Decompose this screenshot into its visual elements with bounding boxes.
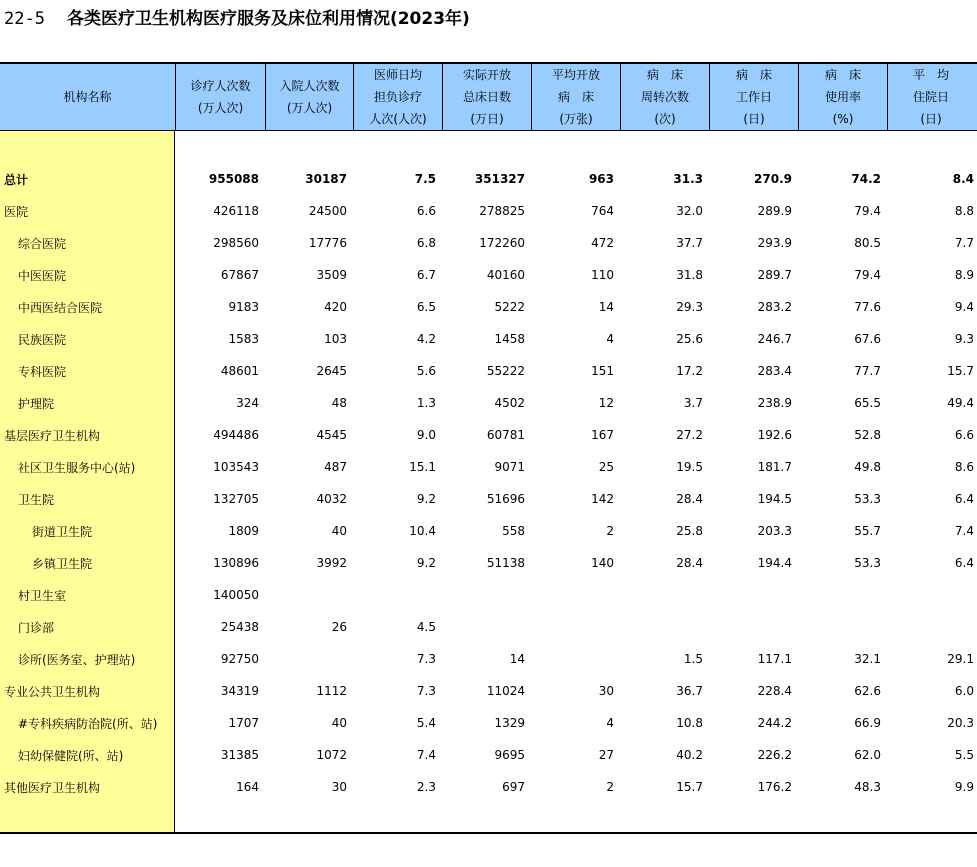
column-header-line: (次) (654, 112, 676, 126)
table-cell: 130896 (213, 556, 259, 570)
column-header-line: 病 床 (557, 90, 594, 104)
table-cell: 40160 (486, 268, 525, 282)
table-row (0, 227, 977, 259)
column-header-line: 担负诊疗 (373, 90, 422, 104)
table-row (0, 547, 977, 579)
row-label: 乡镇卫生院 (32, 556, 93, 571)
table-cell: 1112 (316, 684, 347, 698)
table-cell: 7.4 (416, 748, 436, 762)
table-cell: 25438 (220, 620, 259, 634)
column-header (175, 64, 265, 130)
table-cell: 283.2 (757, 300, 792, 314)
table-cell: 9.2 (416, 556, 436, 570)
table-cell: 6.0 (954, 684, 974, 698)
table-cell: 2.3 (416, 780, 436, 794)
table-cell: 132705 (213, 492, 259, 506)
table-cell: 32.1 (854, 652, 881, 666)
table-cell: 79.4 (854, 268, 881, 282)
table-cell: 24500 (308, 204, 347, 218)
table-cell: 26 (331, 620, 347, 634)
table-cell: 172260 (479, 236, 525, 250)
table-cell: 77.6 (854, 300, 881, 314)
row-label: 护理院 (18, 396, 55, 411)
table-cell: 324 (236, 396, 259, 410)
table-cell: 14 (598, 300, 614, 314)
table-cell: 117.1 (757, 652, 792, 666)
table-row (0, 355, 977, 387)
table-cell: 3509 (316, 268, 347, 282)
table-cell: 7.4 (954, 524, 974, 538)
table-header (0, 64, 977, 131)
table-cell: 103 (324, 332, 347, 346)
table-cell: 92750 (220, 652, 259, 666)
table-cell: 140 (591, 556, 614, 570)
table-cell: 40.2 (676, 748, 703, 762)
table-cell: 270.9 (754, 172, 792, 186)
table-cell: 49.8 (854, 460, 881, 474)
table-cell: 8.8 (954, 204, 974, 218)
table-cell: 103543 (213, 460, 259, 474)
table-row (0, 675, 977, 707)
row-label: 综合医院 (18, 236, 67, 251)
table-cell: 20.3 (947, 716, 974, 730)
table-cell: 8.9 (954, 268, 974, 282)
table-cell: 420 (324, 300, 347, 314)
table-cell: 9.2 (416, 492, 436, 506)
table-cell: 7.5 (414, 172, 436, 186)
column-header-line: 平均开放 (551, 68, 600, 82)
table-cell: 25.6 (676, 332, 703, 346)
table-cell: 31385 (220, 748, 259, 762)
table-cell: 1809 (228, 524, 259, 538)
table-cell: 30 (598, 684, 614, 698)
table-cell: 6.7 (416, 268, 436, 282)
table-row (0, 739, 977, 771)
table-cell: 9071 (494, 460, 525, 474)
table-cell: 5222 (494, 300, 525, 314)
table-cell: 963 (588, 172, 614, 186)
table-cell: 558 (502, 524, 525, 538)
table-cell: 9.0 (416, 428, 436, 442)
table-cell: 80.5 (854, 236, 881, 250)
table-cell: 9.3 (954, 332, 974, 346)
table-cell: 12 (598, 396, 614, 410)
table-cell: 351327 (474, 172, 525, 186)
table-cell: 283.4 (757, 364, 792, 378)
table-row (0, 259, 977, 291)
table-cell: 62.0 (854, 748, 881, 762)
table-cell: 25 (598, 460, 614, 474)
table-cell: 31.3 (673, 172, 703, 186)
table-cell: 40 (331, 716, 347, 730)
column-header-line: 机构名称 (63, 90, 112, 104)
column-header-line: 病 床 (646, 68, 683, 82)
row-label: 诊所(医务室、护理站) (18, 652, 136, 667)
table-cell: 55222 (486, 364, 525, 378)
table-cell: 5.5 (954, 748, 974, 762)
table-cell: 4502 (494, 396, 525, 410)
column-header-line: 医师日均 (373, 68, 422, 82)
table-cell: 289.7 (757, 268, 792, 282)
table-cell: 203.3 (757, 524, 792, 538)
table-cell: 181.7 (757, 460, 792, 474)
table-cell: 62.6 (854, 684, 881, 698)
table-cell: 140050 (213, 588, 259, 602)
table-row (0, 483, 977, 515)
table-cell: 9695 (494, 748, 525, 762)
table-cell: 67.6 (854, 332, 881, 346)
table-cell: 151 (591, 364, 614, 378)
table-cell: 164 (236, 780, 259, 794)
column-header-line: 诊疗人次数 (190, 79, 251, 93)
table-cell: 6.6 (954, 428, 974, 442)
column-header-line: 入院人次数 (279, 79, 340, 93)
row-label: 基层医疗卫生机构 (4, 428, 101, 443)
column-header-line: 周转次数 (640, 90, 689, 104)
table-cell: 60781 (486, 428, 525, 442)
table-cell: 51696 (486, 492, 525, 506)
column-header (0, 64, 175, 130)
table-row (0, 195, 977, 227)
table-cell: 142 (591, 492, 614, 506)
table-cell: 4 (606, 332, 614, 346)
table-number: 22-5 (4, 9, 45, 29)
table-cell: 7.3 (416, 652, 436, 666)
column-header-line: (万张) (559, 112, 593, 126)
table-cell: 764 (591, 204, 614, 218)
table-cell: 29.1 (947, 652, 974, 666)
table-cell: 79.4 (854, 204, 881, 218)
table-cell: 15.1 (409, 460, 436, 474)
table-cell: 192.6 (757, 428, 792, 442)
table-cell: 6.4 (954, 492, 974, 506)
table-cell: 1707 (228, 716, 259, 730)
table-cell: 167 (591, 428, 614, 442)
table-cell: 3.7 (683, 396, 703, 410)
table-cell: 8.4 (952, 172, 974, 186)
table-cell: 51138 (486, 556, 525, 570)
row-label: 中西医结合医院 (18, 300, 103, 315)
table-cell: 31.8 (676, 268, 703, 282)
column-header-line: 总床日数 (462, 90, 511, 104)
table-cell: 2 (606, 780, 614, 794)
table-cell: 4 (606, 716, 614, 730)
column-header-line: (万人次) (197, 101, 244, 115)
table-cell: 19.5 (676, 460, 703, 474)
row-label: 专业公共卫生机构 (4, 684, 101, 699)
table-cell: 4.2 (416, 332, 436, 346)
table-cell: 36.7 (676, 684, 703, 698)
row-label: 其他医疗卫生机构 (4, 780, 101, 795)
table-row (0, 323, 977, 355)
table-cell: 48 (331, 396, 347, 410)
table-cell: 15.7 (676, 780, 703, 794)
table-cell: 289.9 (757, 204, 792, 218)
table-cell: 30 (331, 780, 347, 794)
table-cell: 10.8 (676, 716, 703, 730)
table-cell: 67867 (220, 268, 259, 282)
table-cell: 48.3 (854, 780, 881, 794)
table-cell: 293.9 (757, 236, 792, 250)
table-cell: 697 (502, 780, 525, 794)
table-cell: 6.5 (416, 300, 436, 314)
column-header (798, 64, 887, 130)
table-cell: 14 (509, 652, 525, 666)
table-cell: 9183 (228, 300, 259, 314)
table-cell: 7.7 (954, 236, 974, 250)
table-row (0, 771, 977, 803)
table-cell: 6.6 (416, 204, 436, 218)
column-header-line: 住院日 (912, 90, 949, 104)
table-cell: 77.7 (854, 364, 881, 378)
table-cell: 1072 (316, 748, 347, 762)
table-cell: 65.5 (854, 396, 881, 410)
table-cell: 4032 (316, 492, 347, 506)
column-header-line: 病 床 (824, 68, 861, 82)
table-row (0, 515, 977, 547)
row-label: 门诊部 (18, 620, 55, 635)
table-cell: 53.3 (854, 556, 881, 570)
column-header-line: (日) (743, 112, 765, 126)
table-row (0, 643, 977, 675)
table-cell: 66.9 (854, 716, 881, 730)
table-cell: 28.4 (676, 492, 703, 506)
table-row (0, 611, 977, 643)
row-label: 专科医院 (18, 364, 67, 379)
table-cell: 30187 (305, 172, 347, 186)
column-header (620, 64, 709, 130)
table-cell: 1583 (228, 332, 259, 346)
table-cell: 228.4 (757, 684, 792, 698)
table-cell: 37.7 (676, 236, 703, 250)
column-header-line: 人次(人次) (369, 112, 427, 126)
table-cell: 238.9 (757, 396, 792, 410)
table-cell: 10.4 (409, 524, 436, 538)
column-header (442, 64, 531, 130)
bottom-rule (0, 832, 977, 834)
table-cell: 4.5 (416, 620, 436, 634)
table-cell: 6.8 (416, 236, 436, 250)
table-cell: 246.7 (757, 332, 792, 346)
column-header-line: 实际开放 (462, 68, 511, 82)
table-cell: 244.2 (757, 716, 792, 730)
table-cell: 1329 (494, 716, 525, 730)
table-cell: 426118 (213, 204, 259, 218)
row-label: 卫生院 (18, 492, 55, 507)
column-header (531, 64, 620, 130)
row-label: 社区卫生服务中心(站) (18, 460, 136, 475)
table-cell: 194.4 (757, 556, 792, 570)
row-label: 医院 (4, 204, 29, 219)
table-cell: 5.4 (416, 716, 436, 730)
row-label: 妇幼保健院(所、站) (18, 748, 124, 763)
row-label: 民族医院 (18, 332, 67, 347)
page-title (4, 6, 470, 32)
table-row (0, 163, 977, 195)
table-cell: 28.4 (676, 556, 703, 570)
column-header-line: (日) (920, 112, 942, 126)
table-cell: 955088 (208, 172, 259, 186)
table-cell: 5.6 (416, 364, 436, 378)
column-header (353, 64, 442, 130)
column-header-line: (万日) (470, 112, 504, 126)
table-cell: 53.3 (854, 492, 881, 506)
table-cell: 176.2 (757, 780, 792, 794)
table-cell: 278825 (479, 204, 525, 218)
table-cell: 2 (606, 524, 614, 538)
table-title: 各类医疗卫生机构医疗服务及床位利用情况(2023年) (66, 9, 470, 29)
table-cell: 9.9 (954, 780, 974, 794)
table-cell: 194.5 (757, 492, 792, 506)
table-cell: 6.4 (954, 556, 974, 570)
table-cell: 17.2 (676, 364, 703, 378)
column-header-line: (万人次) (286, 101, 333, 115)
table-cell: 1.5 (683, 652, 703, 666)
column-header-line: 病 床 (735, 68, 772, 82)
table-row (0, 451, 977, 483)
column-header (709, 64, 798, 130)
table-cell: 7.3 (416, 684, 436, 698)
table-row (0, 291, 977, 323)
column-header (887, 64, 977, 130)
row-label: 总计 (4, 172, 29, 187)
table-body (0, 163, 977, 803)
row-label: 中医医院 (18, 268, 67, 283)
table-cell: 27.2 (676, 428, 703, 442)
table-cell: 487 (324, 460, 347, 474)
table-cell: 52.8 (854, 428, 881, 442)
table-cell: 25.8 (676, 524, 703, 538)
table-cell: 2645 (316, 364, 347, 378)
column-header (265, 64, 353, 130)
table-row (0, 419, 977, 451)
table-cell: 298560 (213, 236, 259, 250)
table-cell: 110 (591, 268, 614, 282)
table-cell: 15.7 (947, 364, 974, 378)
column-header-line: 使用率 (824, 90, 861, 104)
table-cell: 8.6 (954, 460, 974, 474)
table-cell: 29.3 (676, 300, 703, 314)
table-cell: 3992 (316, 556, 347, 570)
table-row (0, 579, 977, 611)
table-cell: 49.4 (947, 396, 974, 410)
table-cell: 9.4 (954, 300, 974, 314)
table-cell: 1458 (494, 332, 525, 346)
table-cell: 226.2 (757, 748, 792, 762)
table-cell: 1.3 (416, 396, 436, 410)
table-row (0, 387, 977, 419)
column-header-line: 工作日 (735, 90, 772, 104)
table-cell: 17776 (308, 236, 347, 250)
row-label: 街道卫生院 (32, 524, 93, 539)
row-label: #专科疾病防治院(所、站) (18, 716, 158, 731)
table-cell: 4545 (316, 428, 347, 442)
row-label: 村卫生室 (18, 588, 67, 603)
table-row (0, 707, 977, 739)
table-cell: 27 (598, 748, 614, 762)
column-header-line: (%) (832, 112, 854, 126)
table-cell: 494486 (213, 428, 259, 442)
table-cell: 55.7 (854, 524, 881, 538)
table-cell: 48601 (220, 364, 259, 378)
table-cell: 74.2 (851, 172, 881, 186)
table-cell: 11024 (486, 684, 525, 698)
table-cell: 40 (331, 524, 347, 538)
column-header-line: 平 均 (912, 68, 949, 82)
table-cell: 472 (591, 236, 614, 250)
table-cell: 34319 (220, 684, 259, 698)
table-cell: 32.0 (676, 204, 703, 218)
